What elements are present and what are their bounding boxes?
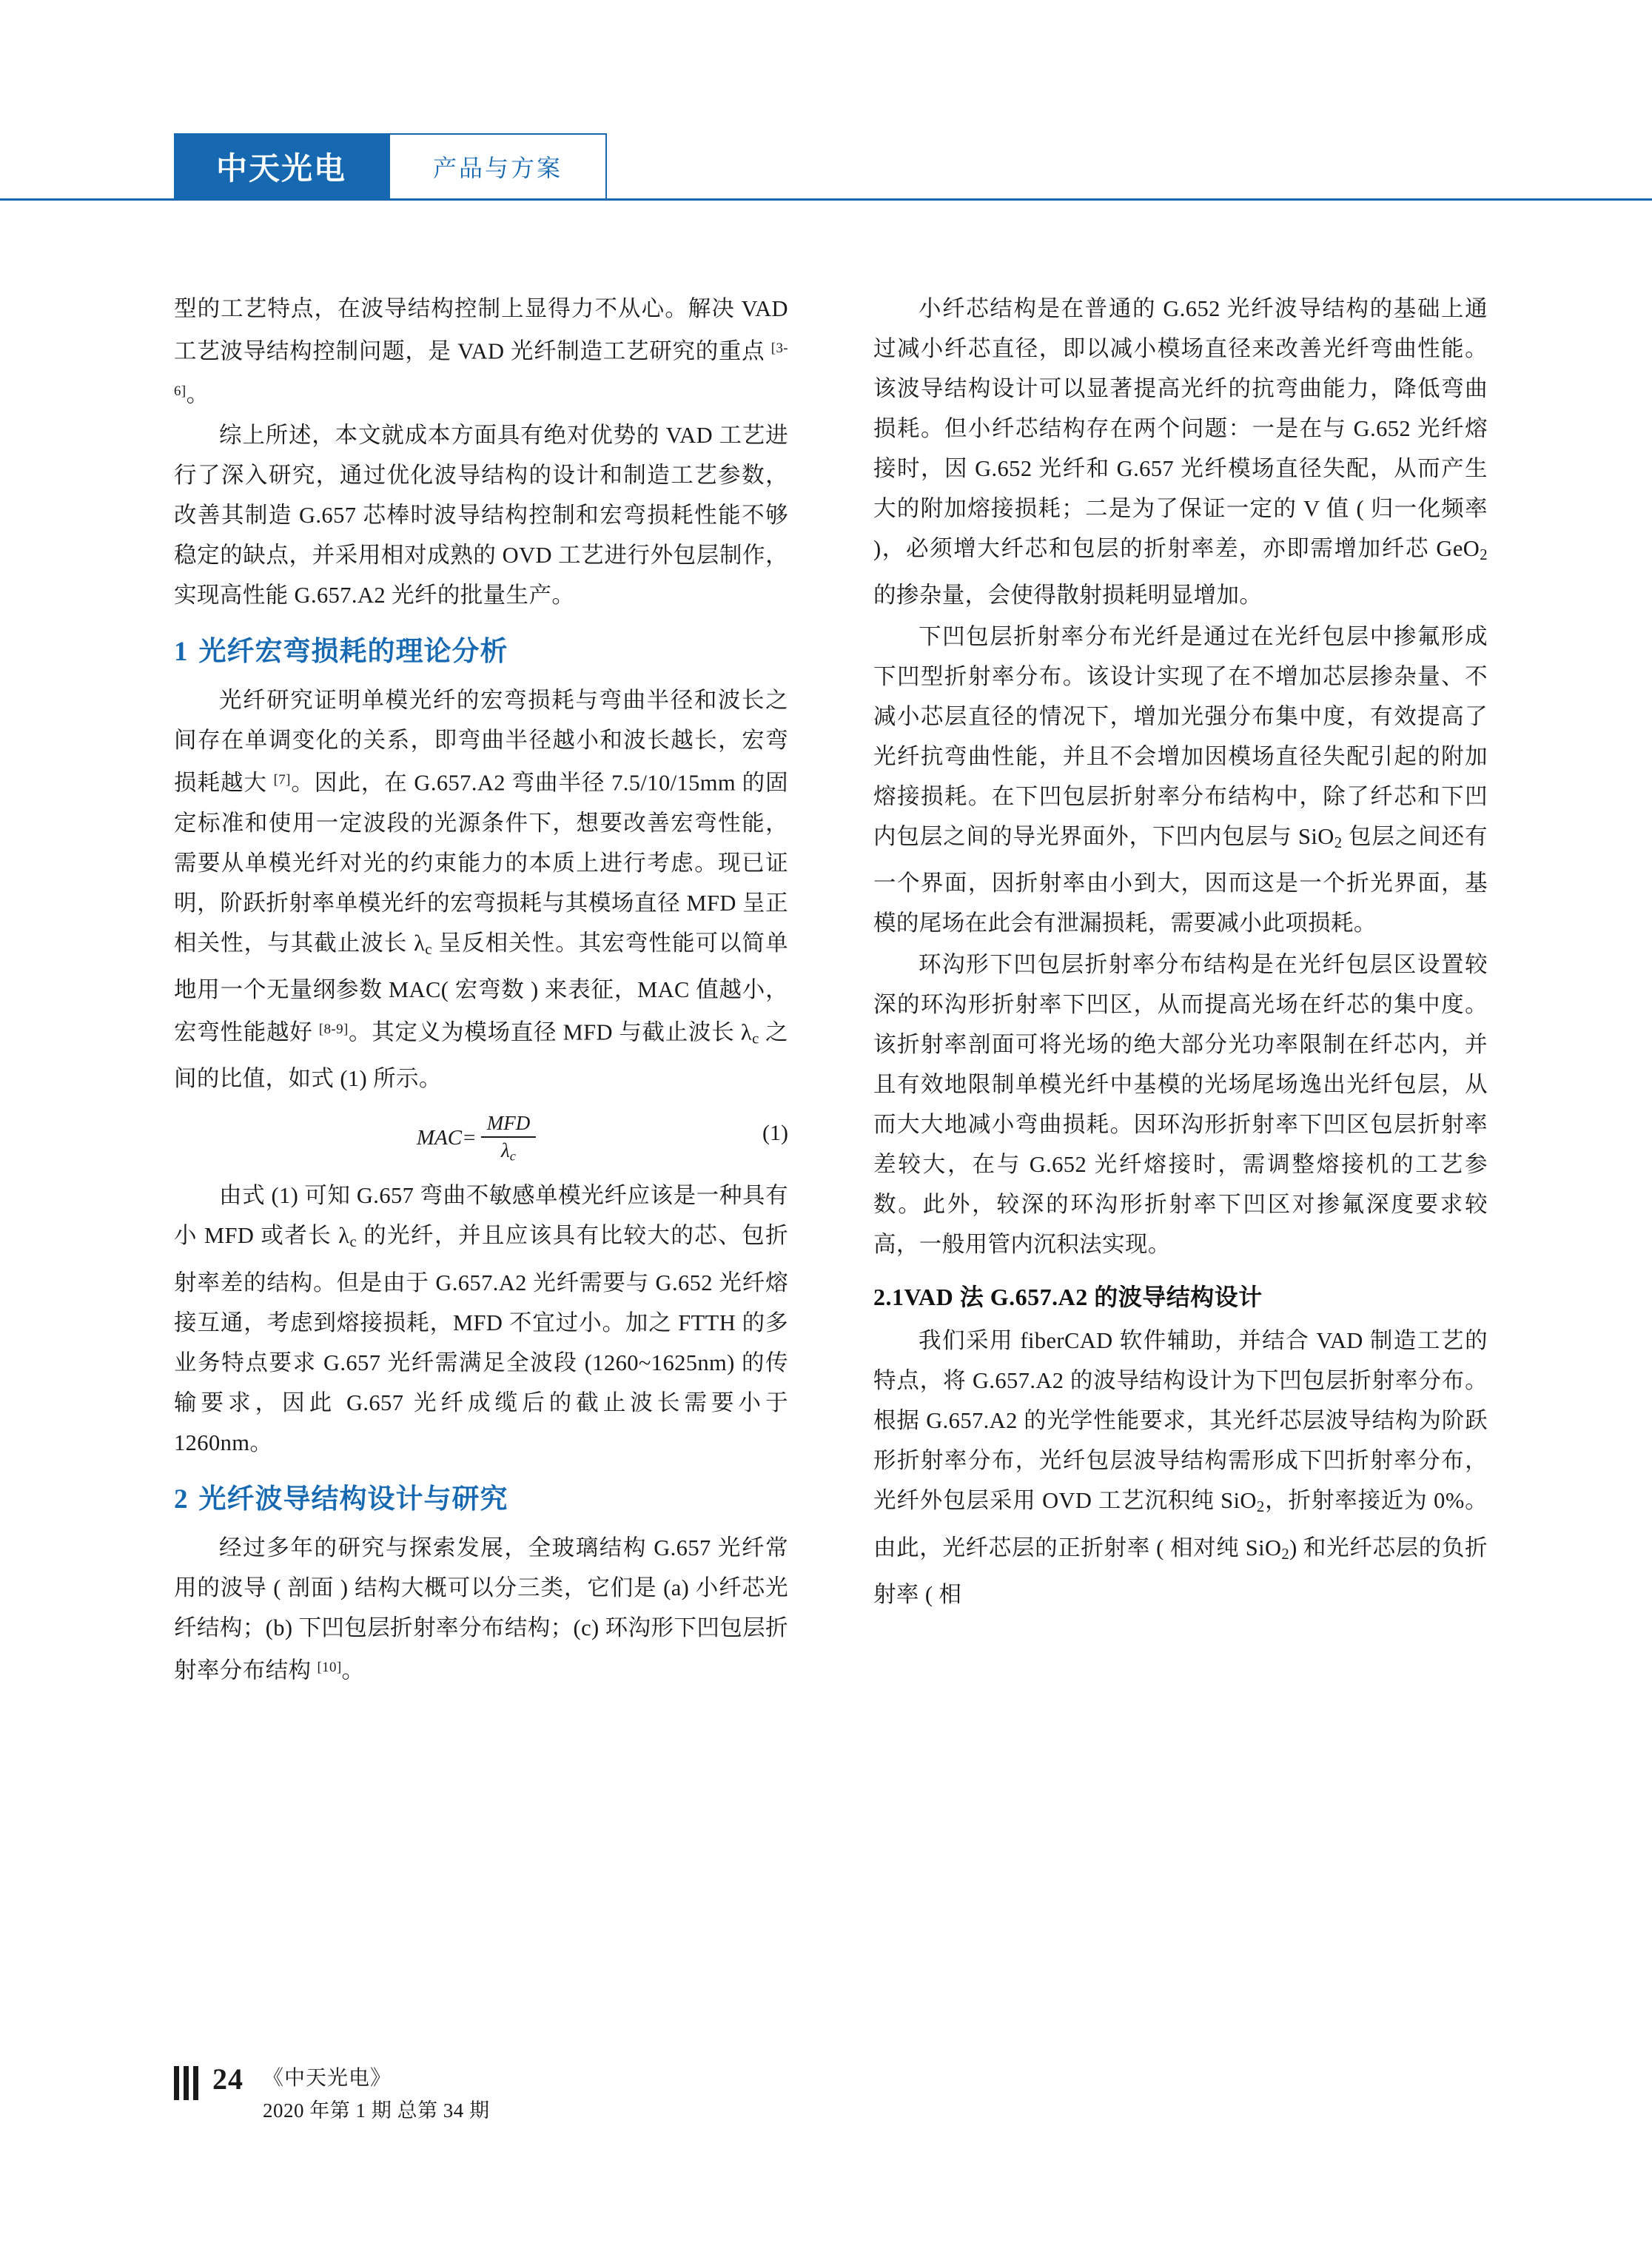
right-column: [873, 289, 1488, 1692]
footer-bars-decoration: [174, 2066, 198, 2100]
paragraph: 环沟形下凹包层折射率分布结构是在光纤包层区设置较深的环沟形折射率下凹区，从而提高光场在纤芯的集中度。该折射率剖面可将光场的绝大部分光功率限制在纤芯内，并且有效地限制单模光纤中基模的光场尾场逸出光纤包层，从而大大地减小弯曲损耗。因环沟形折射率下凹区包层折射率差较大，在与 G.652 光纤熔接时，需调整熔接机的工艺参数。此外，较深的环沟形折射率下凹区对掺氟深度要求较高，一般用管内沉积法实现。: [873, 952, 1488, 1258]
issue-info: 2020 年第 1 期 总第 34 期: [263, 2099, 490, 2122]
header-divider: [0, 198, 1652, 201]
brand-logo: [174, 133, 389, 200]
section-title: 光纤宏弯损耗的理论分析: [198, 637, 508, 667]
paragraph: 型的工艺特点，在波导结构控制上显得力不从心。解决 VAD 工艺波导结构控制问题，是 VAD 光纤制造工艺研究的重点 [3-6]。: [174, 296, 788, 406]
page-number: 24: [212, 2062, 244, 2096]
section-number: 2: [174, 1483, 189, 1515]
subsection-heading: 2.1VAD 法 G.657.A2 的波导结构设计: [873, 1284, 1263, 1311]
page-footer: [174, 2062, 840, 2143]
paragraph: 小纤芯结构是在普通的 G.652 光纤波导结构的基础上通过减小纤芯直径，即以减小模场直径来改善光纤弯曲性能。该波导结构设计可以显著提高光纤的抗弯曲能力，降低弯曲损耗。但小纤芯结构存在两个问题：一是在与 G.652 光纤熔接时，因 G.652 光纤和 G.657 光纤模场直径失配，从而产生大的附加熔接损耗；二是为了保证一定的 V 值 ( 归一化频率 )，必须增大纤芯和包层的折射率差，亦即需增加纤芯 GeO$_2$ 的掺杂量，会使得散射损耗明显增加。: [873, 296, 1488, 608]
section-heading-1: [174, 631, 788, 673]
left-column: [174, 289, 788, 1692]
equation-number: (1): [762, 1121, 788, 1146]
section-tag: [389, 133, 607, 200]
equation-numerator: MFD: [481, 1112, 536, 1138]
section-title: 光纤波导结构设计与研究: [198, 1483, 508, 1515]
equation-denominator: $\lambda_c$: [501, 1139, 516, 1164]
paragraph: 经过多年的研究与探索发展，全玻璃结构 G.657 光纤常用的波导 ( 剖面 ) 结构大概可以分三类，它们是 (a) 小纤芯光纤结构；(b) 下凹包层折射率分布结构；(c) 环沟形下凹包层折射率分布结构 [10]。: [174, 1535, 788, 1683]
paragraph: 综上所述，本文就成本方面具有绝对优势的 VAD 工艺进行了深入研究，通过优化波导结构的设计和制造工艺参数，改善其制造 G.657 芯棒时波导结构控制和宏弯损耗性能不够稳定的缺点，并采用相对成熟的 OVD 工艺进行外包层制作，实现高性能 G.657.A2 光纤的批量生产。: [174, 423, 788, 608]
section-heading-2: [174, 1479, 788, 1521]
equation-1: [174, 1106, 788, 1171]
brand-logo-label: 中天光电: [215, 152, 346, 187]
section-tag-label: 产品与方案: [432, 155, 563, 181]
paragraph: 我们采用 fiberCAD 软件辅助，并结合 VAD 制造工艺的特点，将 G.657.A2 的波导结构设计为下凹包层折射率分布。根据 G.657.A2 的光学性能要求，其光纤芯层波导结构为阶跃形折射率分布，光纤包层波导结构需形成下凹折射率分布，光纤外包层采用 OVD 工艺沉积纯 SiO$_2$，折射率接近为 0%。由此，光纤芯层的正折射率 ( 相对纯 SiO$_2$) 和光纤芯层的负折射率 ( 相: [873, 1328, 1488, 1607]
equation-fraction: [481, 1112, 536, 1164]
page-header: [0, 133, 1652, 207]
section-number: 1: [174, 637, 189, 667]
equation-lhs: MAC=: [416, 1126, 477, 1150]
paragraph: 由式 (1) 可知 G.657 弯曲不敏感单模光纤应该是一种具有小 MFD 或者长 $\lambda_c$ 的光纤，并且应该具有比较大的芯、包折射率差的结构。但是由于 G.657.A2 光纤需要与 G.652 光纤熔接互通，考虑到熔接损耗，MFD 不宜过小。加之 FTTH 的多业务特点要求 G.657 光纤需满足全波段 (1260~1625nm) 的传输要求，因此 G.657 光纤成缆后的截止波长需要小于 1260nm。: [174, 1183, 788, 1455]
paragraph: 下凹包层折射率分布光纤是通过在光纤包层中掺氟形成下凹型折射率分布。该设计实现了在不增加芯层掺杂量、不减小芯层直径的情况下，增加光强分布集中度，有效提高了光纤抗弯曲性能，并且不会增加因模场直径失配引起的附加熔接损耗。在下凹包层折射率分布结构中，除了纤芯和下凹内包层之间的导光界面外，下凹内包层与 SiO$_2$ 包层之间还有一个界面，因折射率由小到大，因而这是一个折光界面，基模的尾场在此会有泄漏损耗，需要减小此项损耗。: [873, 624, 1488, 936]
equation-expression: [417, 1112, 536, 1164]
paragraph: 光纤研究证明单模光纤的宏弯损耗与弯曲半径和波长之间存在单调变化的关系，即弯曲半径越小和波长越长，宏弯损耗越大 [7]。因此，在 G.657.A2 弯曲半径 7.5/10/15mm 的固定标准和使用一定波段的光源条件下，想要改善宏弯性能，需要从单模光纤对光的约束能力的本质上进行考虑。现已证明，阶跃折射率单模光纤的宏弯损耗与其模场直径 MFD 呈正相关性，与其截止波长 $\lambda_c$ 呈反相关性。其宏弯性能可以简单地用一个无量纲参数 MAC( 宏弯数 ) 来表征，MAC 值越小，宏弯性能越好 [8-9]。其定义为模场直径 MFD 与截止波长 $\lambda_c$ 之间的比值，如式 (1) 所示。: [174, 688, 789, 1092]
journal-title: 《中天光电》: [263, 2067, 392, 2090]
article-body: [174, 289, 1488, 1692]
